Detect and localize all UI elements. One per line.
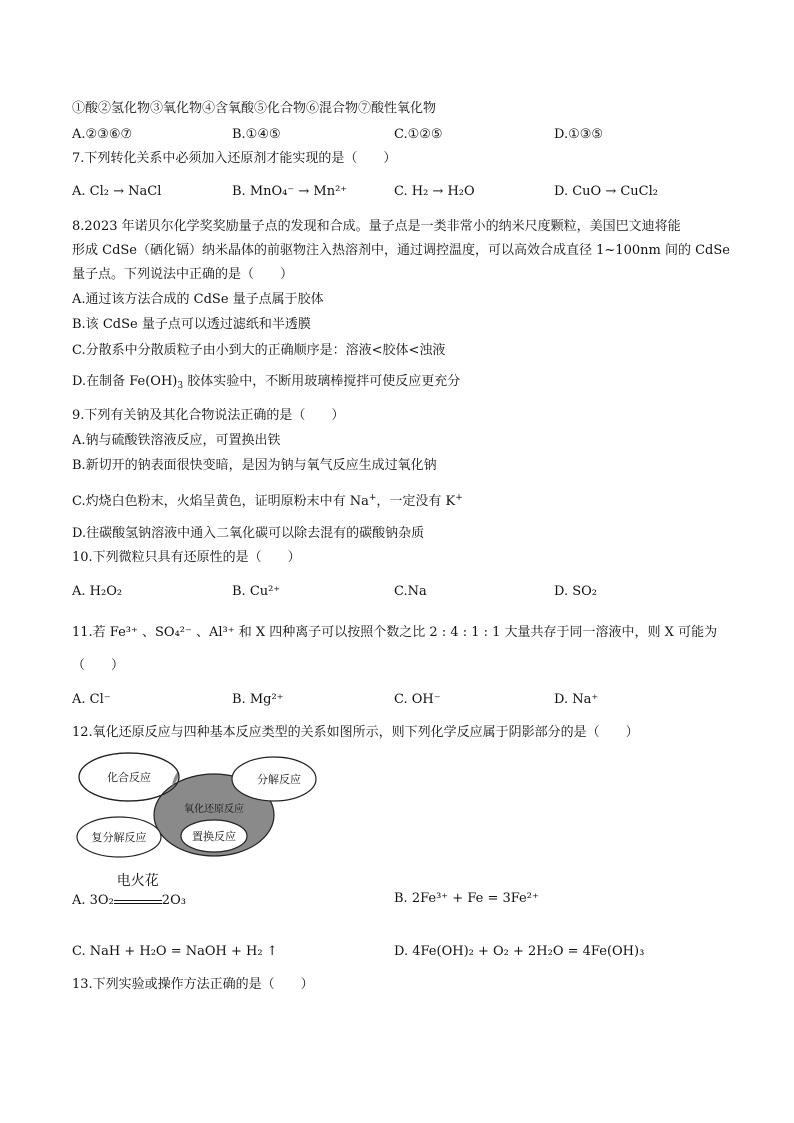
q11-paren: （ ） — [72, 658, 125, 673]
q12-option-d: D. 4Fe(OH)₂ + O₂ + 2H₂O = 4Fe(OH)₃ — [394, 944, 645, 959]
q13-stem: 13.下列实验或操作方法正确的是（ ） — [72, 977, 314, 992]
redox-label: 氧化还原反应 — [184, 804, 244, 815]
q10-option-b: B. Cu²⁺ — [232, 584, 281, 599]
q11-option-c: C. OH⁻ — [394, 692, 441, 707]
displacement-label: 置换反应 — [192, 830, 236, 843]
combination-label: 化合反应 — [107, 771, 151, 784]
spark-condition: 电火花 — [114, 892, 162, 904]
q12-option-c: C. NaH + H₂O = NaOH + H₂ ↑ — [72, 944, 278, 959]
q8-stem-line1: 8.2023 年诺贝尔化学奖奖励量子点的发现和合成。量子点是一类非常小的纳米尺度颗粒，美国巴文迪将能 — [72, 219, 681, 234]
q8-stem-line2: 形成 CdSe（硒化镉）纳米晶体的前驱物注入热溶剂中，通过调控温度，可以高效合成直径 1~100nm 间的 CdSe — [72, 243, 730, 258]
q11-option-b: B. Mg²⁺ — [232, 692, 284, 707]
q6-option-d: D.①③⑤ — [554, 127, 604, 142]
double-decomposition-label: 复分解反应 — [91, 831, 147, 844]
q10-stem: 10.下列微粒只具有还原性的是（ ） — [72, 550, 301, 565]
intro-line: ①酸②氢化物③氧化物④含氧酸⑤化合物⑥混合物⑦酸性氧化物 — [72, 101, 437, 116]
q8-option-c: C.分散系中分散质粒子由小到大的正确顺序是：溶液<胶体<浊液 — [72, 343, 446, 358]
q11-option-d: D. Na⁺ — [554, 692, 599, 707]
q6-option-b: B.①④⑤ — [232, 127, 281, 142]
q8-option-a: A.通过该方法合成的 CdSe 量子点属于胶体 — [72, 292, 324, 307]
decomposition-label: 分解反应 — [257, 773, 301, 786]
q12-stem: 12.氧化还原反应与四种基本反应类型的关系如图所示，则下列化学反应属于阴影部分的是（ ） — [72, 725, 639, 740]
q6-option-c: C.①②⑤ — [394, 127, 443, 142]
q10-option-a: A. H₂O₂ — [72, 584, 123, 599]
q10-option-c: C.Na — [394, 584, 427, 599]
q12-option-a: A. 3O₂ 电火花 2O₃ — [72, 873, 186, 908]
q9-option-a: A.钠与硫酸铁溶液反应，可置换出铁 — [72, 433, 281, 448]
q7-option-c: C. H₂ → H₂O — [394, 184, 475, 199]
q8-stem-line3: 量子点。下列说法中正确的是（ ） — [72, 267, 294, 282]
q9-stem: 9.下列有关钠及其化合物说法正确的是（ ） — [72, 408, 345, 423]
q7-option-a: A. Cl₂ → NaCl — [72, 184, 162, 199]
q11-option-a: A. Cl⁻ — [72, 692, 111, 707]
q10-option-d: D. SO₂ — [554, 584, 597, 599]
q12-option-b: B. 2Fe³⁺ + Fe = 3Fe²⁺ — [394, 891, 539, 906]
q7-option-d: D. CuO → CuCl₂ — [554, 184, 658, 199]
reaction-types-venn-diagram — [74, 752, 324, 862]
q9-option-c: C.灼烧白色粉末，火焰呈黄色，证明原粉末中有 Na+，一定没有 K+ — [72, 493, 463, 509]
q7-stem: 7.下列转化关系中必须加入还原剂才能实现的是（ ） — [72, 151, 397, 166]
q7-option-b: B. MnO₄⁻ → Mn²⁺ — [232, 184, 348, 199]
q9-option-d: D.往碳酸氢钠溶液中通入二氧化碳可以除去混有的碳酸钠杂质 — [72, 526, 425, 541]
q11-stem: 11.若 Fe³⁺ 、SO₄²⁻ 、Al³⁺ 和 X 四种离子可以按照个数之比 2 : 4 : 1 : 1 大量共存于同一溶液中，则 X 可能为 — [72, 625, 718, 640]
q8-option-b: B.该 CdSe 量子点可以透过滤纸和半透膜 — [72, 317, 311, 332]
q8-option-d: D.在制备 $Fe(OH)_3$ 胶体实验中，不断用玻璃棒搅拌可使反应更充分 — [72, 374, 461, 391]
q6-option-a: A.②③⑥⑦ — [72, 127, 133, 142]
q9-option-b: B.新切开的钠表面很快变暗，是因为钠与氧气反应生成过氧化钠 — [72, 458, 437, 473]
